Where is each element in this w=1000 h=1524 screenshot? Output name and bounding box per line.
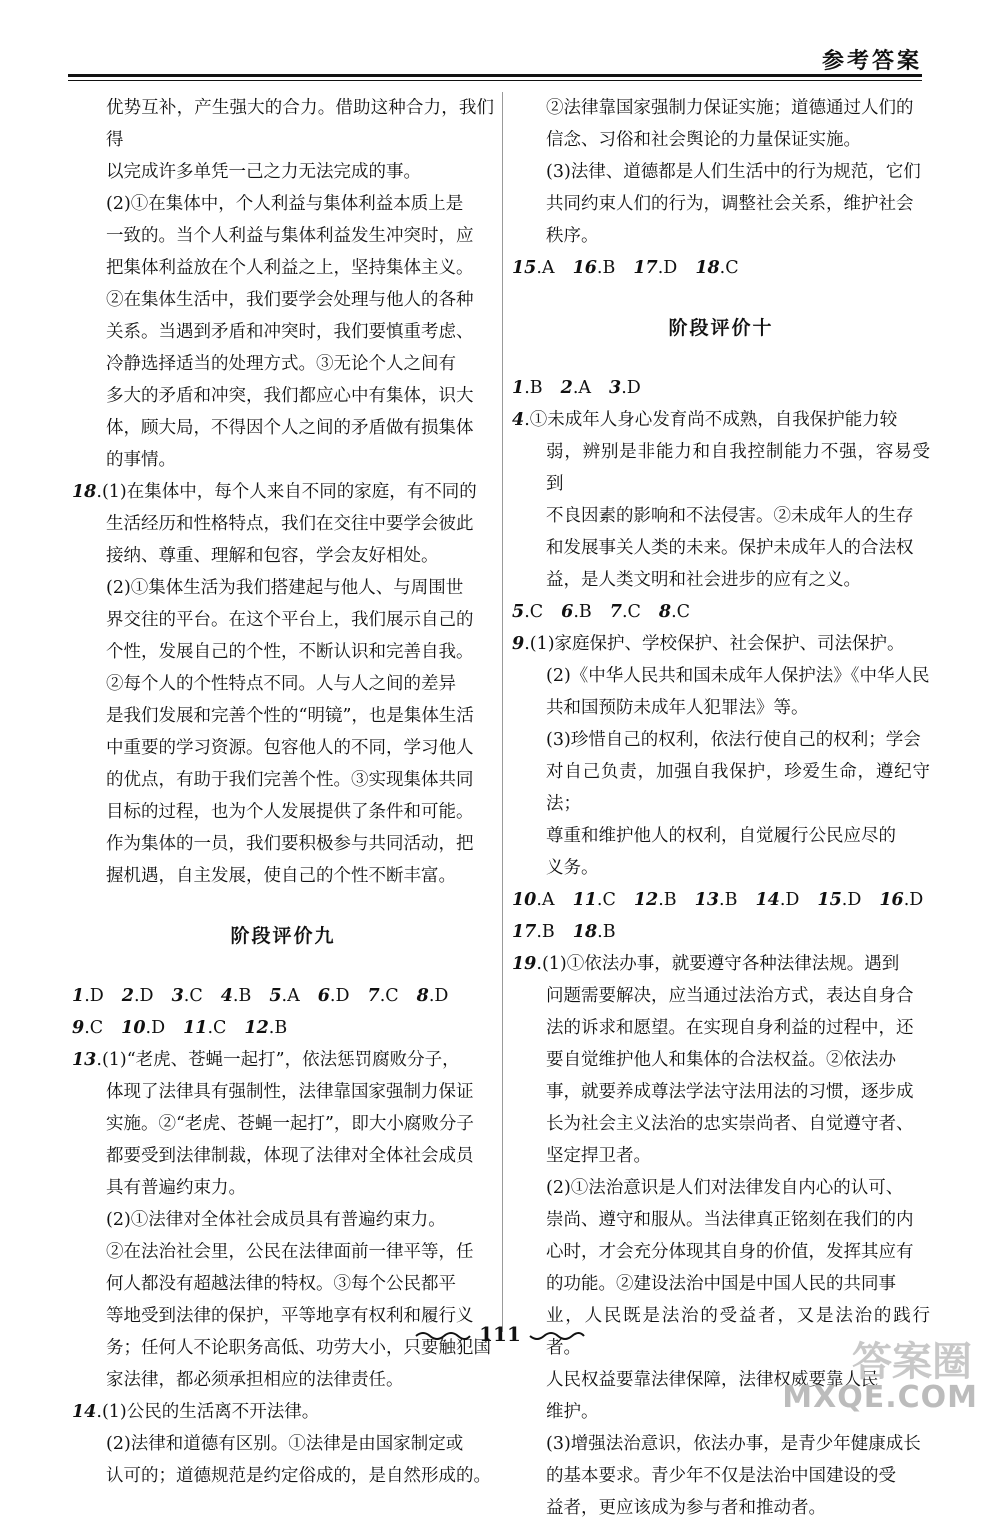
text-line: 多大的矛盾和冲突，我们都应心中有集体，识大: [106, 386, 474, 406]
mc-answer-item: [172, 986, 203, 1006]
mc-answer-item: [512, 890, 555, 910]
answer-letter: .D: [841, 890, 862, 910]
question-number: 17: [512, 922, 537, 942]
text-line: 握机遇，自主发展，使自己的个性不断丰富。: [106, 866, 456, 886]
mc-answer-item: [695, 258, 738, 278]
text-line: 认可的；道德规范是约定俗成的，是自然形成的。: [106, 1466, 491, 1486]
text-line: 的基本要求。青少年不仅是法治中国建设的受: [546, 1466, 896, 1486]
section-title-9: 阶段评价九: [230, 925, 336, 947]
question-number: 10: [512, 890, 537, 910]
answer-letter: .B: [232, 986, 252, 1006]
answer-letter: .D: [779, 890, 800, 910]
text-line: (2)《中华人民共和国未成年人保护法》《中华人民: [546, 666, 930, 686]
answer-letter: .C: [621, 602, 641, 622]
answer-letter: .D: [84, 986, 104, 1006]
page-footer: [0, 1322, 1000, 1346]
mc-answer-item: [183, 1018, 226, 1038]
mc-answer-item: [417, 986, 449, 1006]
question-number: 1: [512, 378, 525, 398]
answer-letter: .A: [572, 378, 592, 398]
header-title: 参考答案: [821, 48, 922, 74]
text-line: 益者，更应该成为参与者和推动者。: [546, 1498, 826, 1518]
mc-answer-item: [755, 890, 799, 910]
text-line: 作为集体的一员，我们要积极参与共同活动，把: [106, 834, 474, 854]
text-line: 是我们发展和完善个性的“明镜”，也是集体生活: [106, 706, 474, 726]
mc-answer-item: [695, 890, 738, 910]
text-line: 等地受到法律的保护，平等地享有权利和履行义: [106, 1306, 474, 1326]
text-line: 事，就要养成尊法学法守法用法的习惯，逐步成: [546, 1082, 914, 1102]
text-line: (2)①在集体中，个人利益与集体利益本质上是: [106, 194, 464, 214]
text-line: (3)增强法治意识，依法办事，是青少年健康成长: [546, 1434, 921, 1454]
text-line: 的优点，有助于我们完善个性。③实现集体共同: [106, 770, 474, 790]
question-number: 9: [72, 1018, 85, 1038]
mc-answer-item: [72, 1018, 103, 1038]
question-number: 18: [695, 258, 720, 278]
answer-letter: .C: [84, 1018, 104, 1038]
text-line: 目标的过程，也为个人发展提供了条件和可能。: [106, 802, 474, 822]
text-line: 的功能。②建设法治中国是中国人民的共同事: [546, 1274, 896, 1294]
text-line: ①未成年人身心发育尚不成熟，自我保护能力较: [529, 410, 898, 430]
question-number: 5: [269, 986, 282, 1006]
text-line: 个性，发展自己的个性，不断认识和完善自我。: [106, 642, 474, 662]
question-number: 6: [317, 986, 330, 1006]
answer-letter: .C: [596, 890, 616, 910]
text-line: 家法律，都必须承担相应的法律责任。: [106, 1370, 404, 1390]
text-line: 体现了法律具有强制性，法律靠国家强制力保证: [106, 1082, 474, 1102]
mc-answer-item: [633, 258, 677, 278]
answer-letter: .B: [719, 890, 738, 910]
mc-answer-item: [634, 890, 677, 910]
text-line: (2)①法律对全体社会成员具有普遍约束力。: [106, 1210, 446, 1230]
text-line: (3)法律、道德都是人们生活中的行为规范，它们: [546, 162, 921, 182]
text-line: (1)在集体中，每个人来自不同的家庭，有不同的: [101, 482, 477, 502]
text-line: 共同约束人们的行为，调整社会关系，维护社会: [546, 194, 914, 214]
wave-ornament-left-icon: [414, 1329, 472, 1343]
question-number: 7: [367, 986, 380, 1006]
answer-letter: .A: [536, 890, 555, 910]
text-line: 益，是人类文明和社会进步的应有之义。: [546, 570, 861, 590]
answer-letter: .B: [536, 922, 555, 942]
mc-answer-item: [561, 602, 592, 622]
mc-answer-item: [512, 602, 543, 622]
answer-letter: .C: [524, 602, 544, 622]
mc-answer-item: [879, 890, 923, 910]
header-rule-thin: [68, 80, 922, 81]
answer-letter: .C: [719, 258, 739, 278]
mc-answer-item: [244, 1018, 287, 1038]
text-line: (2)①法治意识是人们对法律发自内心的认可、: [546, 1178, 904, 1198]
answer-letter: .D: [428, 986, 449, 1006]
question-4: 4.①未成年人身心发育尚不成熟，自我保护能力较: [512, 410, 898, 430]
watermark-text: MXQE.COM: [782, 1380, 978, 1415]
question-number: 14: [755, 890, 780, 910]
text-line: 秩序。: [546, 226, 599, 246]
mc-answers: [512, 372, 930, 404]
mc-answer-item: [122, 986, 154, 1006]
text-line: 崇尚、遵守和服从。当法律真正铭刻在我们的内: [546, 1210, 914, 1230]
question-number: 10: [121, 1018, 146, 1038]
answer-letter: .A: [281, 986, 300, 1006]
answer-letter: .C: [183, 986, 203, 1006]
question-19: 19.(1)①依法办事，就要遵守各种法律法规。遇到: [512, 954, 900, 974]
page-number: 111: [479, 1322, 521, 1346]
text-line: (1)家庭保护、学校保护、社会保护、司法保护。: [529, 634, 905, 654]
text-line: 心时，才会充分体现其自身的价值，发挥其应有: [546, 1242, 914, 1262]
text-line: 界交往的平台。在这个平台上，我们展示自己的: [106, 610, 474, 630]
question-number: 13: [72, 1050, 97, 1070]
question-number: 2: [560, 378, 573, 398]
text-line: 体，顾大局，不得因个人之间的矛盾做有损集体: [106, 418, 474, 438]
question-14: 14.(1)公民的生活离不开法律。: [72, 1402, 320, 1422]
question-9: 9.(1)家庭保护、学校保护、社会保护、司法保护。: [512, 634, 905, 654]
text-line: ②每个人的个性特点不同。人与人之间的差异: [106, 674, 456, 694]
mc-answer-item: [512, 258, 555, 278]
text-line: (1)公民的生活离不开法律。: [101, 1402, 320, 1422]
question-number: 8: [658, 602, 672, 622]
question-number: 11: [572, 890, 597, 910]
answer-letter: .D: [657, 258, 678, 278]
mc-answer-item: [512, 922, 555, 942]
question-number: 14: [72, 1402, 97, 1422]
text-line: 不良因素的影响和不法侵害。②未成年人的生存: [546, 506, 914, 526]
mc-answer-item: [269, 986, 299, 1006]
answer-letter: .B: [658, 890, 677, 910]
question-number: 11: [183, 1018, 208, 1038]
question-number: 15: [512, 258, 537, 278]
mc-answer-item: [573, 890, 616, 910]
text-line: 业，人民既是法治的受益者，又是法治的践行者。: [546, 1306, 930, 1358]
text-line: 优势互补，产生强大的合力。借助这种合力，我们得: [106, 98, 494, 150]
question-number: 18: [572, 922, 598, 942]
answer-letter: .C: [379, 986, 399, 1006]
text-line: 人民权益要靠法律保障，法律权威要靠人民: [546, 1370, 879, 1390]
mc-answers: [72, 980, 494, 1012]
answer-letter: .D: [145, 1018, 166, 1038]
text-line: (2)①集体生活为我们搭建起与他人、与周围世: [106, 578, 464, 598]
question-number: 17: [633, 258, 658, 278]
question-number: 1: [72, 986, 85, 1006]
answer-letter: .C: [671, 602, 691, 622]
text-line: 要自觉维护他人和集体的合法权益。②依法办: [546, 1050, 896, 1070]
text-line: 长为社会主义法治的忠实崇尚者、自觉遵守者、: [546, 1114, 914, 1134]
question-number: 3: [609, 378, 622, 398]
mc-answer-item: [817, 890, 861, 910]
text-line: 何人都没有超越法律的特权。③每个公民都平: [106, 1274, 456, 1294]
text-line: 维护。: [546, 1402, 599, 1422]
answer-letter: .B: [524, 378, 543, 398]
text-line: 一致的。当个人利益与集体利益发生冲突时，应: [106, 226, 474, 246]
question-number: 9: [512, 634, 525, 654]
text-line: (3)珍惜自己的权利，依法行使自己的权利；学会: [546, 730, 921, 750]
text-line: 把集体利益放在个人利益之上，坚持集体主义。: [106, 258, 474, 278]
text-line: (1)“老虎、苍蝇一起打”，依法惩罚腐败分子，: [101, 1050, 460, 1070]
question-number: 3: [171, 986, 184, 1006]
question-number: 6: [561, 602, 574, 622]
question-13: 13.(1)“老虎、苍蝇一起打”，依法惩罚腐败分子，: [72, 1050, 460, 1070]
answer-letter: .C: [207, 1018, 227, 1038]
answer-letter: .B: [268, 1018, 288, 1038]
mc-answers: [512, 916, 930, 948]
answer-letter: .B: [596, 258, 616, 278]
right-column: [512, 92, 930, 1524]
section-title-10: 阶段评价十: [668, 317, 774, 339]
mc-answer-item: [512, 378, 543, 398]
question-number: 4: [220, 986, 233, 1006]
text-line: 弱，辨别是非能力和自我控制能力不强，容易受到: [546, 442, 930, 494]
mc-answers: [512, 252, 930, 284]
text-line: 以完成许多单凭一己之力无法完成的事。: [106, 162, 421, 182]
text-line: 问题需要解决，应当通过法治方式，表达自身合: [546, 986, 914, 1006]
mc-answer-item: [610, 602, 641, 622]
text-line: 关系。当遇到矛盾和冲突时，我们要慎重考虑、: [106, 322, 474, 342]
text-line: 都要受到法律制裁，体现了法律对全体社会成员: [106, 1146, 474, 1166]
mc-answer-item: [72, 986, 104, 1006]
text-line: 和发展事关人类的未来。保护未成年人的合法权: [546, 538, 914, 558]
text-line: ②在法治社会里，公民在法律面前一律平等，任: [106, 1242, 474, 1262]
column-divider: [502, 92, 503, 1332]
question-number: 4: [512, 410, 525, 430]
question-number: 8: [416, 986, 429, 1006]
answer-letter: .D: [621, 378, 641, 398]
mc-answer-item: [121, 1018, 165, 1038]
text-line: 共和国预防未成年人犯罪法》等。: [546, 698, 809, 718]
question-number: 13: [694, 890, 720, 910]
text-line: 坚定捍卫者。: [546, 1146, 651, 1166]
mc-answers: [72, 1012, 494, 1044]
text-line: ②在集体生活中，我们要学会处理与他人的各种: [106, 290, 474, 310]
mc-answer-item: [368, 986, 399, 1006]
text-line: 实施。②“老虎、苍蝇一起打”，即大小腐败分子: [106, 1114, 474, 1134]
question-number: 12: [244, 1018, 269, 1038]
header-rule-thick: [68, 74, 922, 77]
answer-letter: .D: [329, 986, 350, 1006]
answer-letter: .B: [573, 602, 592, 622]
question-number: 19: [512, 954, 537, 974]
text-line: 生活经历和性格特点，我们在交往中要学会彼此: [106, 514, 474, 534]
answer-letter: .B: [597, 922, 616, 942]
text-line: 务；任何人不论职务高低、功劳大小，只要触犯国: [106, 1338, 491, 1358]
text-line: 义务。: [546, 858, 599, 878]
question-number: 7: [609, 602, 622, 622]
mc-answer-item: [561, 378, 591, 398]
answer-letter: .A: [536, 258, 555, 278]
text-line: 冷静选择适当的处理方式。③无论个人之间有: [106, 354, 456, 374]
question-number: 18: [72, 482, 97, 502]
mc-answer-item: [659, 602, 690, 622]
left-column: [72, 92, 494, 1492]
text-line: 信念、习俗和社会舆论的力量保证实施。: [546, 130, 861, 150]
text-line: 尊重和维护他人的权利，自觉履行公民应尽的: [546, 826, 896, 846]
text-line: 具有普遍约束力。: [106, 1178, 246, 1198]
mc-answer-item: [573, 258, 616, 278]
question-number: 15: [817, 890, 842, 910]
question-number: 5: [512, 602, 525, 622]
mc-answers: [512, 884, 930, 916]
mc-answer-item: [573, 922, 616, 942]
answer-letter: .D: [133, 986, 154, 1006]
question-number: 12: [633, 890, 659, 910]
mc-answers: [512, 596, 930, 628]
question-number: 16: [879, 890, 904, 910]
text-line: 对自己负责，加强自我保护，珍爱生命，遵纪守法；: [546, 762, 930, 814]
question-18: 18.(1)在集体中，每个人来自不同的家庭，有不同的: [72, 482, 477, 502]
text-line: ②法律靠国家强制力保证实施；道德通过人们的: [546, 98, 914, 118]
text-line: 的事情。: [106, 450, 176, 470]
text-line: 接纳、尊重、理解和包容，学会友好相处。: [106, 546, 439, 566]
answer-letter: .D: [903, 890, 924, 910]
watermark-logo: 答案圈: [852, 1339, 972, 1385]
text-line: (1)①依法办事，就要遵守各种法律法规。遇到: [541, 954, 900, 974]
question-number: 2: [121, 986, 134, 1006]
text-line: 中重要的学习资源。包容他人的不同，学习他人: [106, 738, 474, 758]
mc-answer-item: [318, 986, 350, 1006]
mc-answer-item: [221, 986, 252, 1006]
text-line: 法的诉求和愿望。在实现自身利益的过程中，还: [546, 1018, 914, 1038]
question-number: 16: [572, 258, 597, 278]
wave-ornament-right-icon: [528, 1329, 586, 1343]
text-line: (2)法律和道德有区别。①法律是由国家制定或: [106, 1434, 464, 1454]
mc-answer-item: [609, 378, 641, 398]
